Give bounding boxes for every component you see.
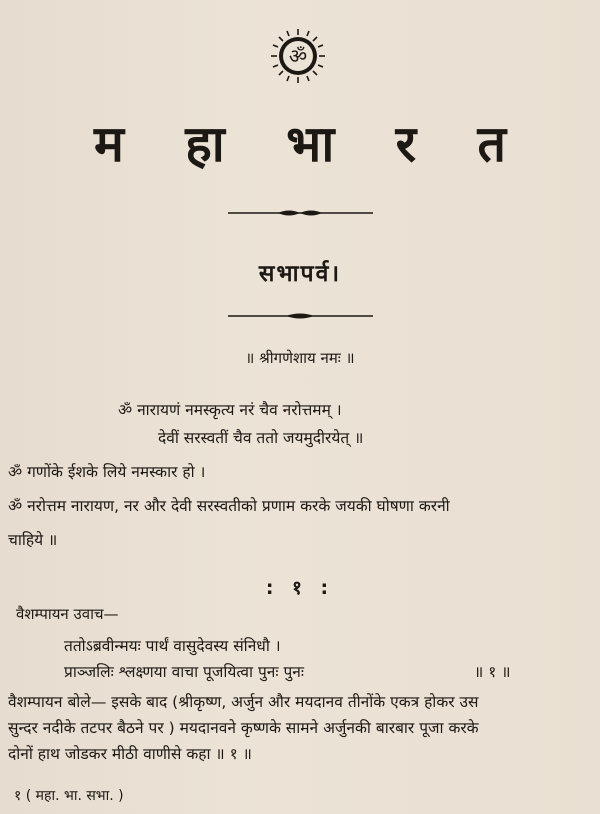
translation-line: वैशम्पायन बोले— इसके बाद (श्रीकृष्ण, अर्जुन और मयदानव तीनोंके एकत्र होकर उस xyxy=(8,693,479,711)
chapter-number: : १ : xyxy=(265,577,335,599)
ornamental-divider xyxy=(228,208,373,218)
svg-text:ॐ: ॐ xyxy=(288,44,308,68)
shloka-number: ॥ १ ॥ xyxy=(474,663,511,681)
translation-line: ॐ गणोंके ईशके लिये नमस्कार हो । xyxy=(8,463,206,481)
invocation: ॥ श्रीगणेशाय नमः ॥ xyxy=(245,349,355,367)
om-sun-emblem-icon xyxy=(270,28,326,84)
shloka-line: ततोऽब्रवीन्मयः पार्थं वासुदेवस्य संनिधौ । xyxy=(64,637,281,655)
speaker-heading: वैशम्पायन उवाच— xyxy=(16,605,119,623)
parva-title: सभापर्व। xyxy=(258,261,342,287)
verse-line: ॐ नारायणं नमस्कृत्य नरं चैव नरोत्तमम् । xyxy=(118,401,342,419)
translation-line: सुन्दर नदीके तटपर बैठने पर ) मयदानवने कृष्णके सामने अर्जुनकी बारबार पूजा करके xyxy=(8,719,479,737)
book-title: म हा भा र त xyxy=(93,115,529,173)
page-footer: १ ( महा. भा. सभा. ) xyxy=(14,788,124,804)
verse-line: देवीं सरस्वतीं चैव ततो जयमुदीरयेत् ॥ xyxy=(158,429,364,447)
ornamental-divider xyxy=(228,311,373,321)
shloka-line: प्राञ्जलिः श्लक्ष्णया वाचा पूजयित्वा पुनः पुनः xyxy=(64,663,304,681)
translation-line: दोनों हाथ जोडकर मीठी वाणीसे कहा ॥ १ ॥ xyxy=(8,745,252,763)
translation-line: चाहिये ॥ xyxy=(8,531,58,549)
translation-line: ॐ नरोत्तम नारायण, नर और देवी सरस्वतीको प्रणाम करके जयकी घोषणा करनी xyxy=(8,497,450,515)
